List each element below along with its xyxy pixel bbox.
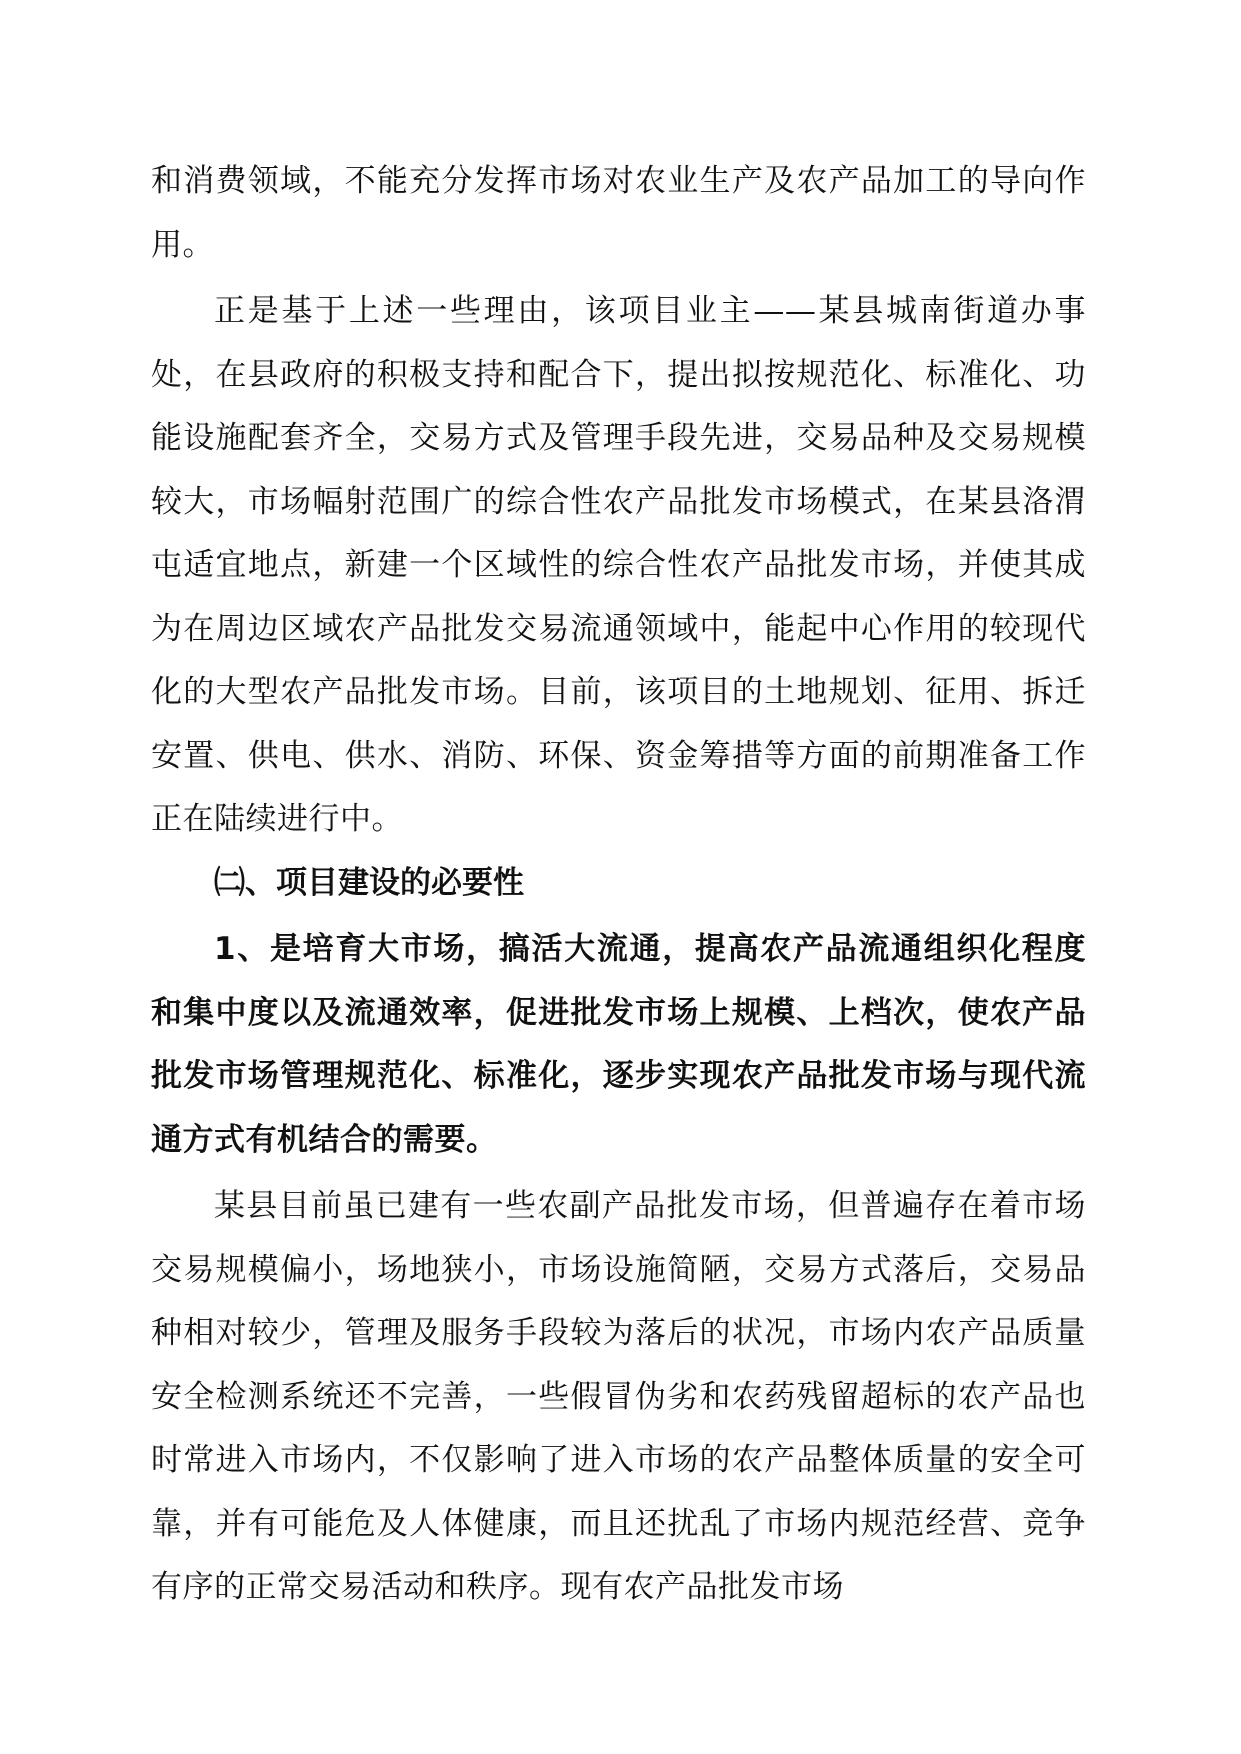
document-page (151, 150, 1086, 1620)
paragraph-current-market-status: 某县目前虽已建有一些农副产品批发市场，但普遍存在着市场交易规模偏小，场地狭小，市场设施简陋，交易方式落后，交易品种相对较少，管理及服务手段较为落后的状况，市场内农产品质量安全检测系统还不完善，一些假冒伪劣和农药残留超标的农产品也时常进入市场内，不仅影响了进入市场的农产品整体质量的安全可靠，并有可能危及人体健康，而且还扰乱了市场内规范经营、竞争有序的正常交易活动和秩序。现有农产品批发市场 (151, 1188, 1086, 1605)
section-heading-necessity: ㈡、项目建设的必要性 (214, 864, 524, 901)
paragraph-continuation: 和消费领域，不能充分发挥市场对农业生产及农产品加工的导向作用。 (151, 163, 1086, 263)
paragraph-project-background: 正是基于上述一些理由，该项目业主——某县城南街道办事处，在县政府的积极支持和配合下，提出拟按规范化、标准化、功能设施配套齐全，交易方式及管理手段先进，交易品种及交易规模较大，市场幅射范围广的综合性农产品批发市场模式，在某县洛渭屯适宜地点，新建一个区域性的综合性农产品批发市场，并使其成为在周边区域农产品批发交易流通领域中，能起中心作用的较现代化的大型农产品批发市场。目前，该项目的土地规划、征用、拆迁安置、供电、供水、消防、环保、资金筹措等方面的前期准备工作正在陆续进行中。 (151, 293, 1086, 837)
subsection-heading-point-1: 1、是培育大市场，搞活大流通，提高农产品流通组织化程度和集中度以及流通效率，促进批发市场上规模、上档次，使农产品批发市场管理规范化、标准化，逐步实现农产品批发市场与现代流通方式有机结合的需要。 (151, 931, 1086, 1158)
